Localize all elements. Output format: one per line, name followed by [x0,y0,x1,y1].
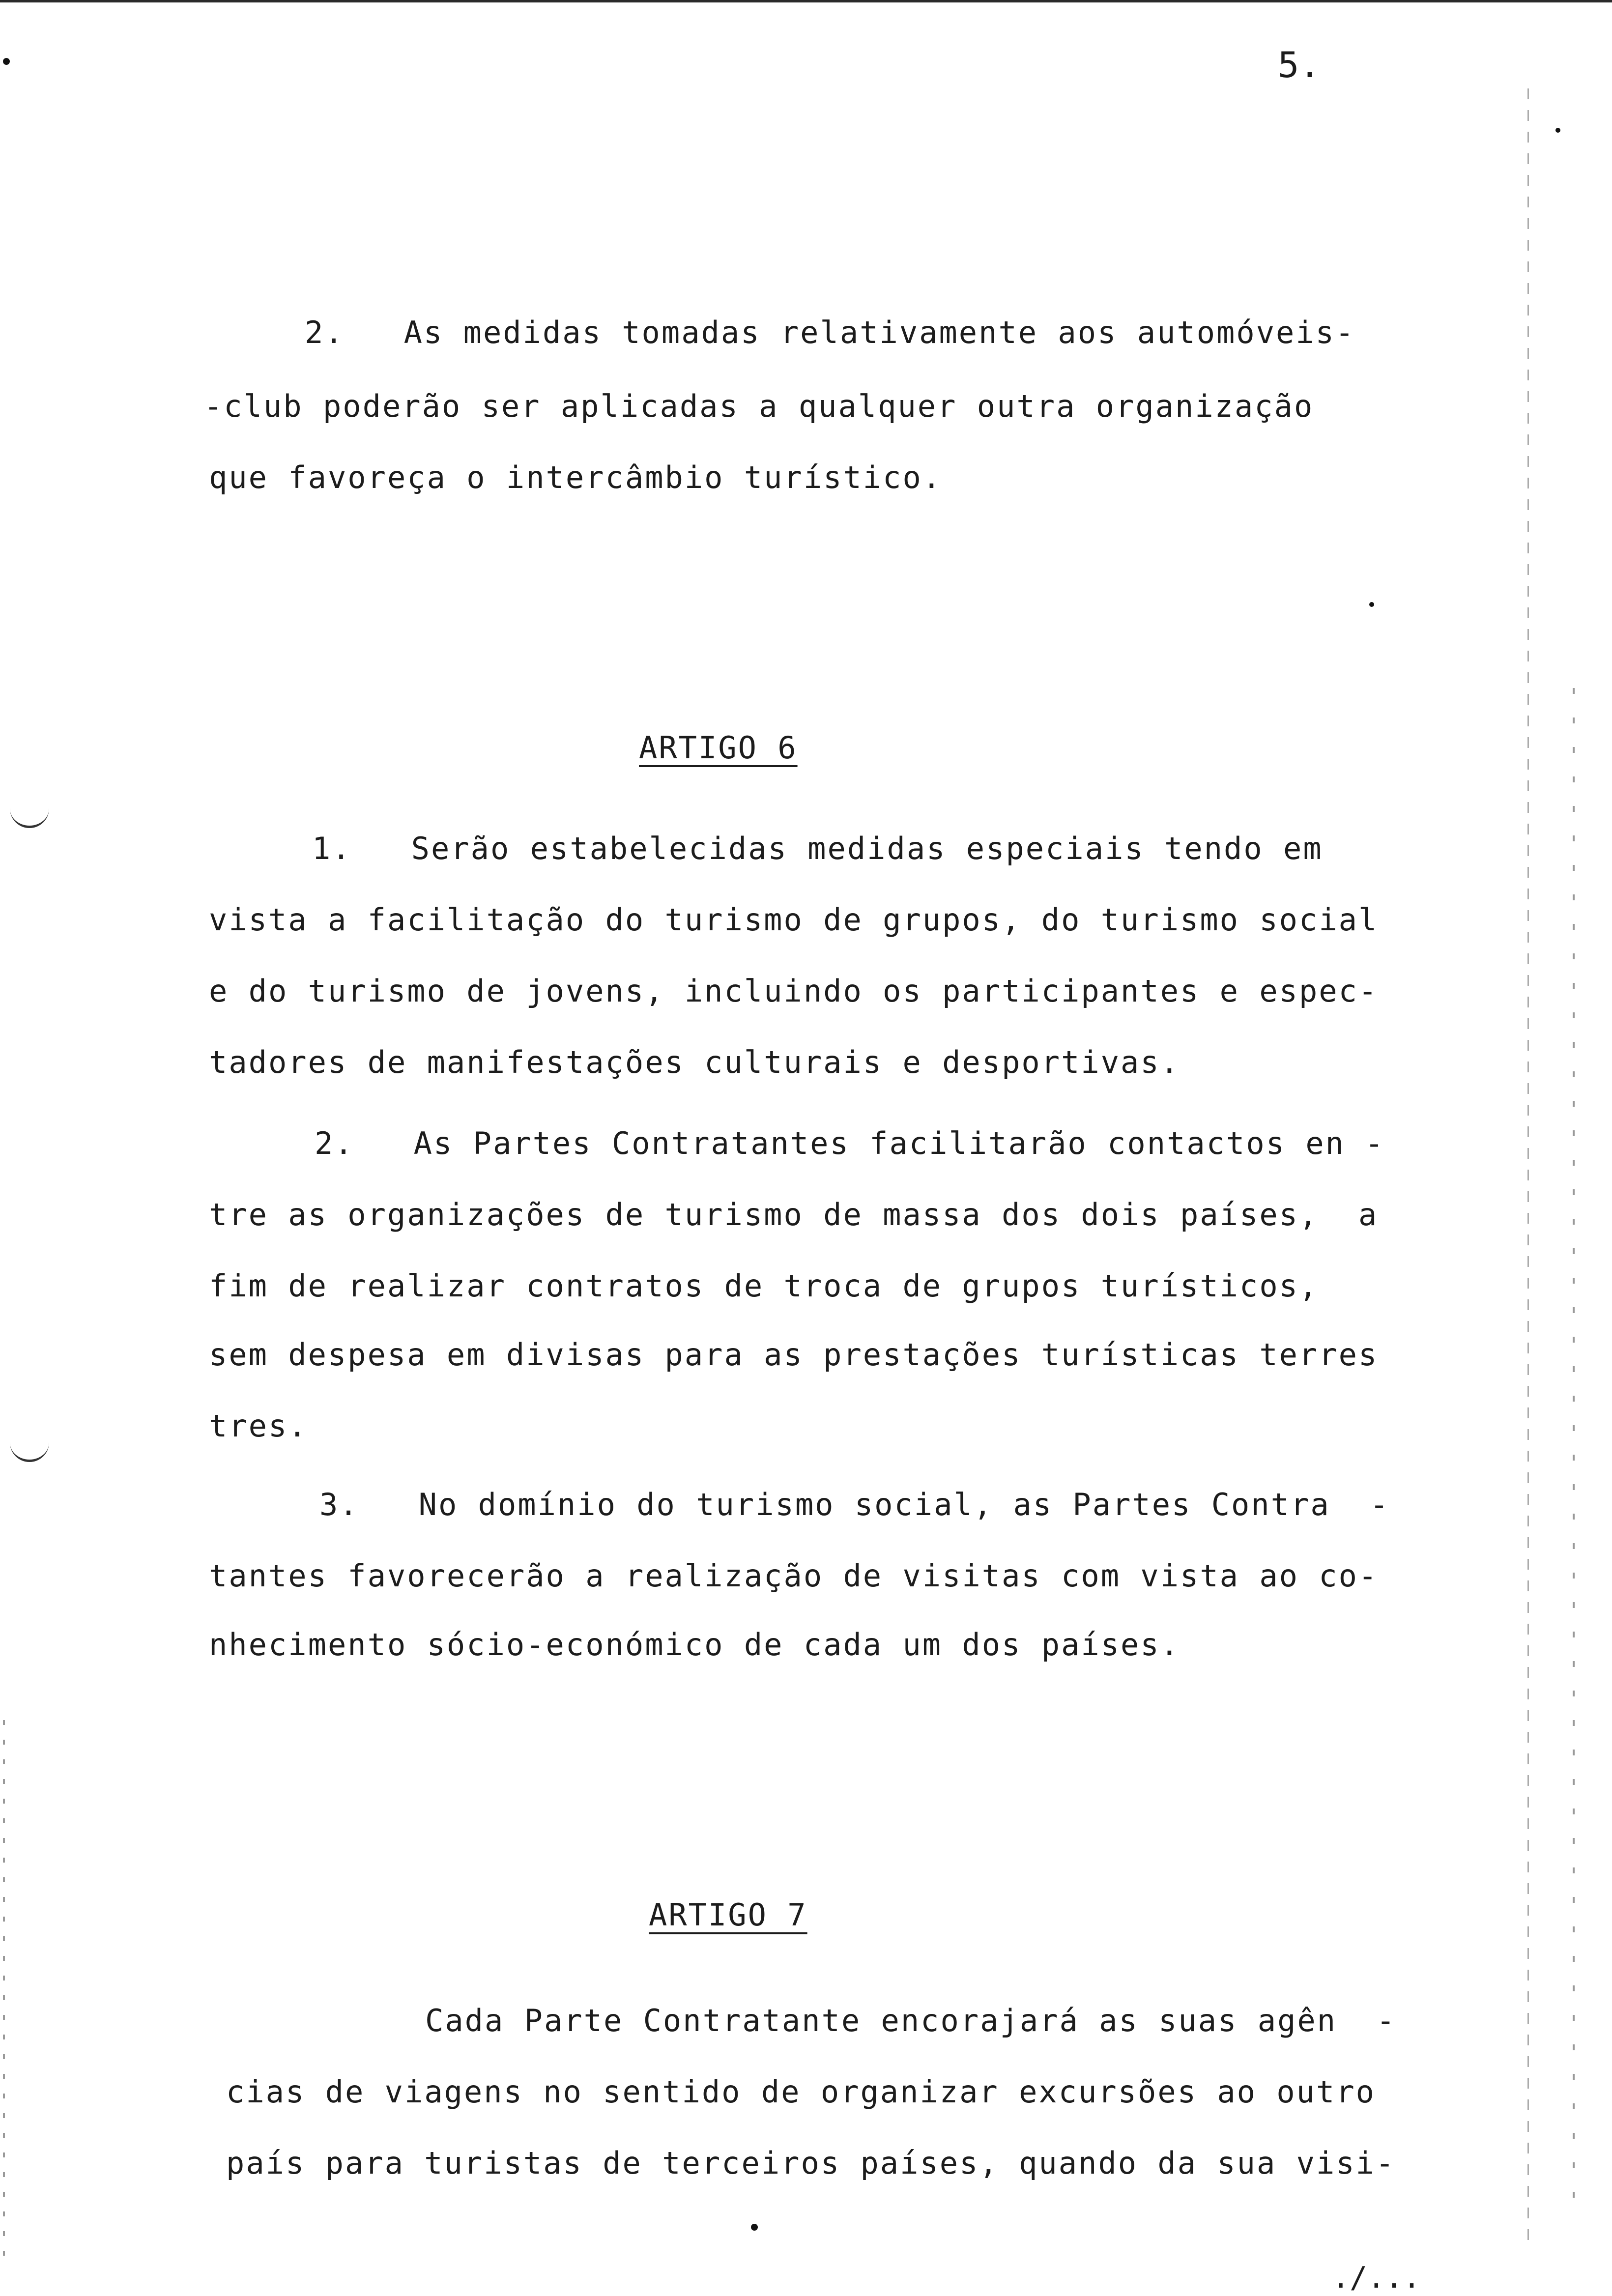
text-line: nhecimento sócio-económico de cada um dos países. [209,1627,1180,1663]
right-margin-scan-artifact [1527,88,1529,2251]
right-edge-scan-artifact [1573,688,1575,2211]
page-number: 5. [1278,44,1321,86]
text-line: que favoreça o intercâmbio turístico. [209,459,943,495]
scan-speck [1369,602,1374,607]
artigo-7-heading: ARTIGO 7 [649,1897,807,1933]
scan-speck [1555,128,1560,133]
left-edge-scan-artifact [3,1720,5,2261]
text-line: 2. As Partes Contratantes facilitarão contactos en - [315,1125,1385,1161]
text-line: 2. As medidas tomadas relativamente aos automóveis- [305,315,1355,350]
text-line: 3. No domínio do turismo social, as Partes Contra - [319,1487,1390,1522]
text-line: tadores de manifestações culturais e desportivas. [209,1044,1180,1080]
text-line: tantes favorecerão a realização de visitas com vista ao co- [209,1558,1379,1594]
text-line: país para turistas de terceiros países, quando da sua visi- [226,2145,1396,2181]
scan-speck [751,2224,758,2231]
text-line: e do turismo de jovens, incluindo os participantes e espec- [209,973,1379,1009]
text-line: cias de viagens no sentido de organizar excursões ao outro [226,2074,1376,2110]
punch-hole-mark-lower [10,1440,49,1462]
text-line: 1. Serão estabelecidas medidas especiais tendo em [312,831,1323,866]
text-line: tres. [209,1408,308,1444]
text-line: Cada Parte Contratante encorajará as suas agên - [425,2003,1397,2038]
text-line: tre as organizações de turismo de massa dos dois países, a [209,1197,1379,1233]
artigo-6-heading: ARTIGO 6 [639,730,798,766]
top-border-rule [0,0,1612,2]
continuation-mark: ./... [1332,2261,1421,2295]
text-line: -club poderão ser aplicadas a qualquer outra organização [204,388,1314,424]
punch-hole-mark-upper [10,806,49,828]
scan-speck [3,58,10,65]
text-line: sem despesa em divisas para as prestações turísticas terres [209,1337,1379,1373]
text-line: vista a facilitação do turismo de grupos, do turismo social [209,902,1379,938]
text-line: fim de realizar contratos de troca de grupos turísticos, [209,1268,1319,1304]
